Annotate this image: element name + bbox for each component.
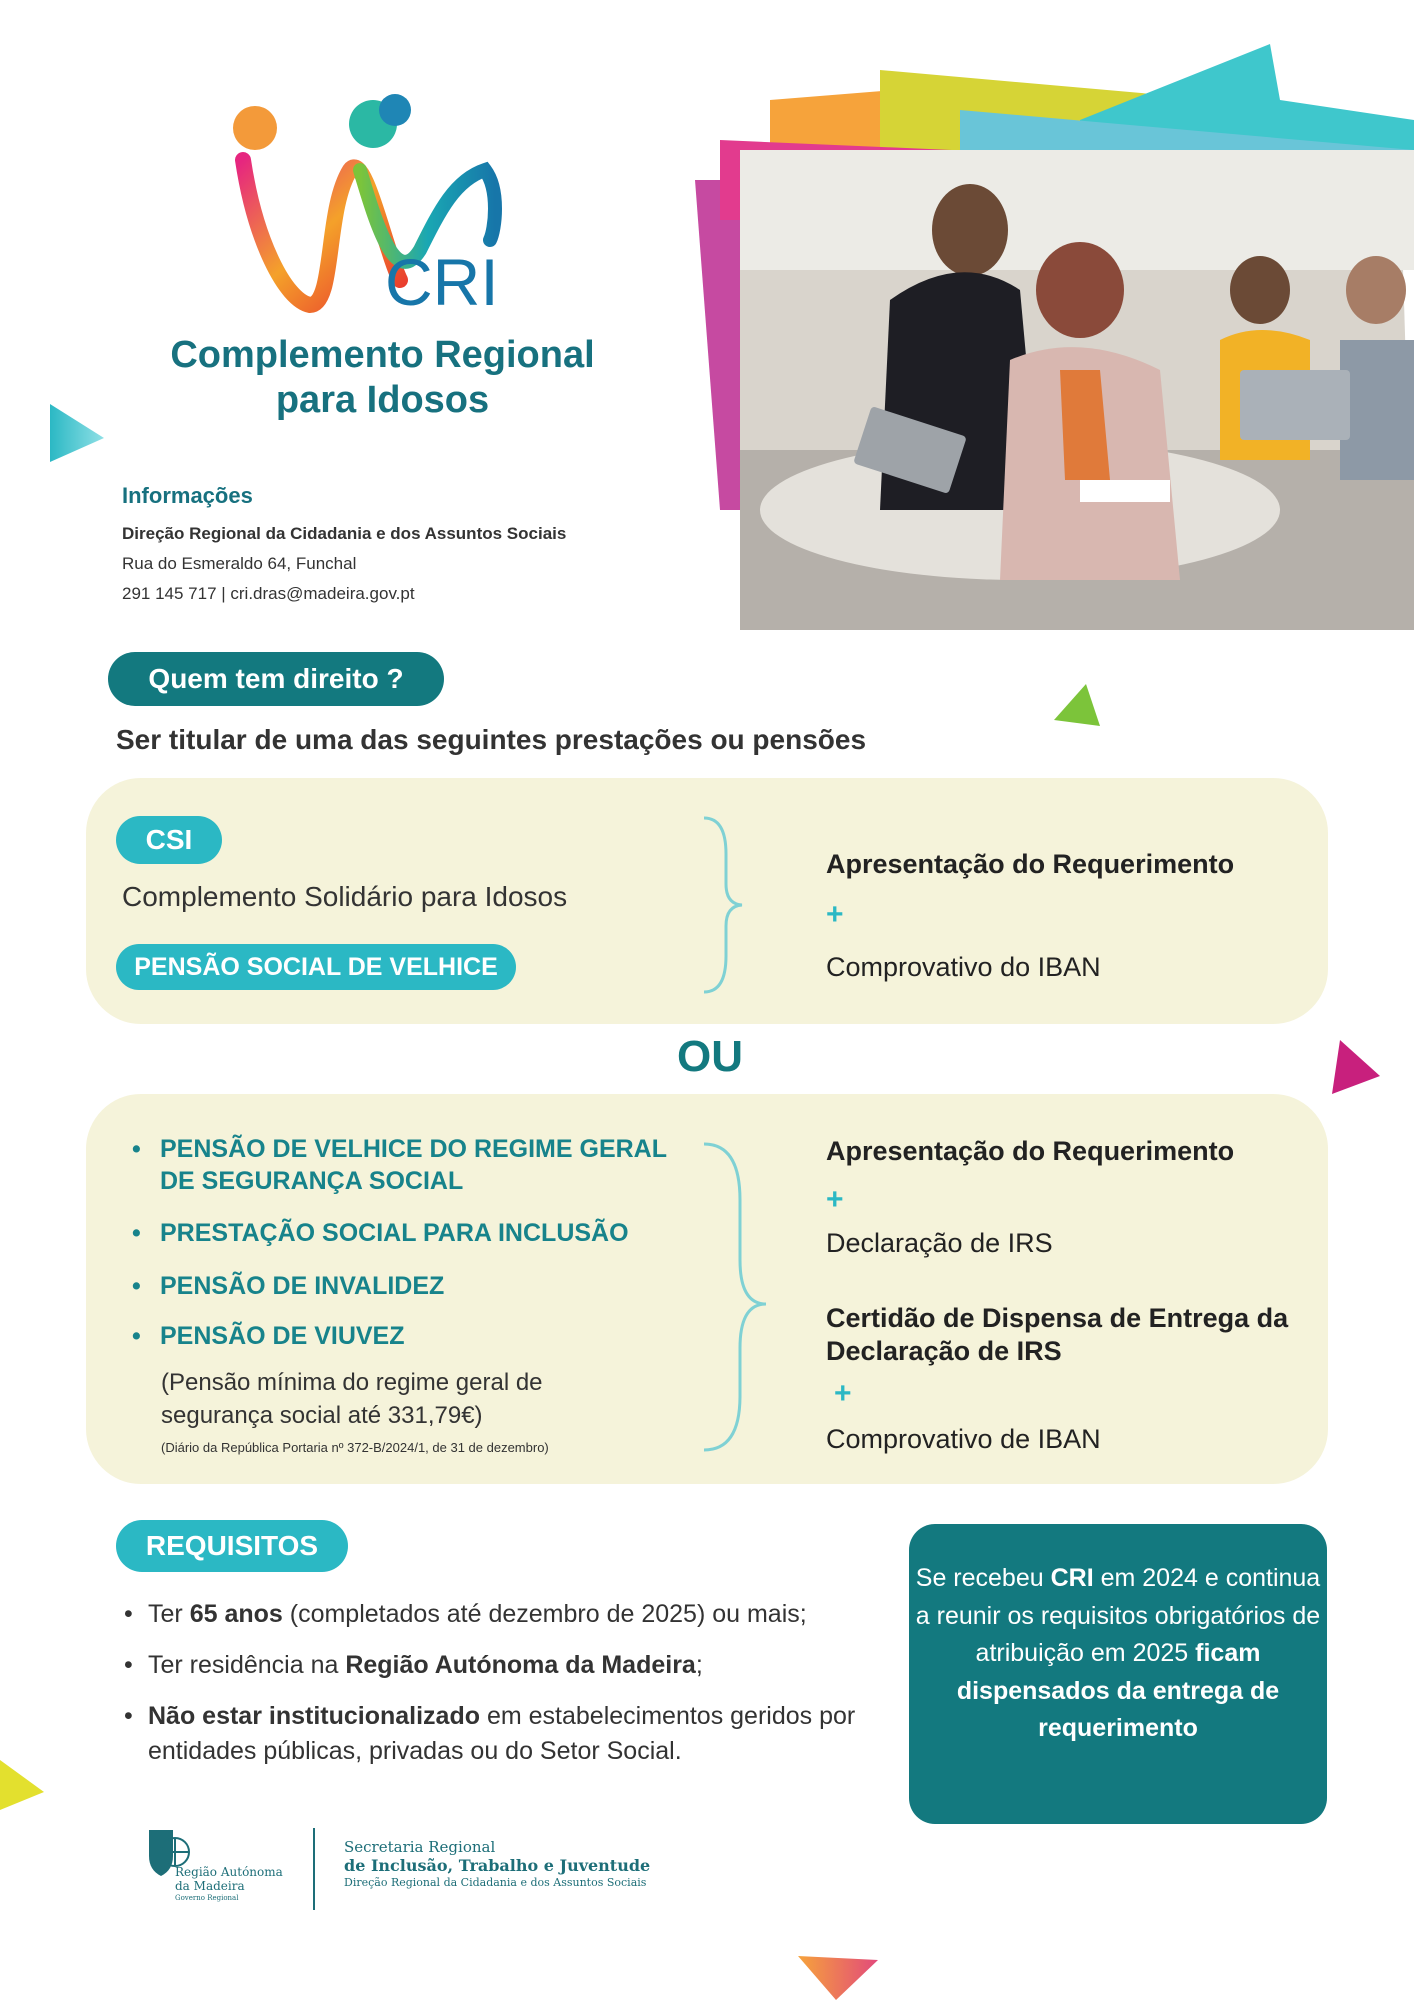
box2-certificate: Certidão de Dispensa de Entrega da Declaração de IRS bbox=[826, 1303, 1289, 1366]
box1-requirement-title: Apresentação do Requerimento bbox=[826, 849, 1235, 879]
decorative-triangle-magenta bbox=[1326, 1036, 1384, 1098]
info-heading: Informações bbox=[122, 483, 253, 508]
requirement-item: • Ter 65 anos (completados até dezembro de 2025) ou mais; bbox=[124, 1597, 807, 1632]
box2-requirement-title: Apresentação do Requerimento bbox=[826, 1136, 1235, 1166]
footer-direcao: Direção Regional da Cidadania e dos Assuntos Sociais bbox=[344, 1876, 647, 1889]
page-title bbox=[150, 333, 615, 423]
or-separator: OU bbox=[677, 1032, 743, 1081]
info-organization: Direção Regional da Cidadania e dos Assuntos Sociais bbox=[122, 524, 567, 543]
decorative-triangle-cyan bbox=[46, 400, 108, 466]
renewal-note-box: Se recebeu CRI em 2024 e continua a reunir os requisitos obrigatórios de atribuição em 2025 ficam dispensados da entrega de requerimento bbox=[909, 1524, 1327, 1824]
requisitos-pill: REQUISITOS bbox=[116, 1520, 348, 1572]
requirement-item: • Não estar institucionalizado em estabelecimentos geridos por entidades públicas, privadas ou do Setor Social. bbox=[124, 1699, 924, 1769]
logo-text: CRI bbox=[385, 245, 499, 319]
info-address: Rua do Esmeraldo 64, Funchal bbox=[122, 554, 357, 573]
decorative-triangle-yellow bbox=[0, 1754, 48, 1814]
csi-pill: CSI bbox=[116, 816, 222, 864]
madeira-coat-of-arms-logo bbox=[145, 1826, 305, 1912]
decorative-triangle-orange bbox=[796, 1952, 880, 2000]
box2-plus-2: + bbox=[834, 1377, 852, 1410]
title-line-1: Complemento Regional bbox=[170, 334, 595, 376]
footer-secretaria: Secretaria Regional bbox=[344, 1838, 496, 1856]
list-item: • PENSÃO DE INVALIDEZ bbox=[134, 1270, 444, 1302]
cri-logo bbox=[225, 90, 525, 320]
title-line-2: para Idosos bbox=[275, 379, 490, 421]
info-contact: 291 145 717 | cri.dras@madeira.gov.pt bbox=[122, 584, 415, 603]
box2-iban: Comprovativo de IBAN bbox=[826, 1424, 1101, 1454]
footer-secretaria-name: de Inclusão, Trabalho e Juventude bbox=[344, 1856, 651, 1875]
requirement-item: • Ter residência na Região Autónoma da Madeira; bbox=[124, 1648, 703, 1683]
list-item: • PENSÃO DE VIUVEZ bbox=[134, 1320, 405, 1352]
pension-note-small: (Diário da República Portaria nº 372-B/2024/1, de 31 de dezembro) bbox=[161, 1440, 549, 1455]
box1-plus: + bbox=[826, 898, 844, 931]
box2-irs: Declaração de IRS bbox=[826, 1228, 1053, 1258]
box1-iban: Comprovativo do IBAN bbox=[826, 952, 1101, 982]
csi-description: Complemento Solidário para Idosos bbox=[122, 881, 568, 912]
brace-1 bbox=[700, 814, 748, 996]
svg-text:da Madeira: da Madeira bbox=[175, 1879, 245, 1893]
psv-pill: PENSÃO SOCIAL DE VELHICE bbox=[116, 944, 516, 990]
pension-note: (Pensão mínima do regime geral de segurança social até 331,79€) bbox=[161, 1369, 543, 1429]
box2-plus-1: + bbox=[826, 1183, 844, 1216]
list-item: • PRESTAÇÃO SOCIAL PARA INCLUSÃO bbox=[134, 1217, 629, 1249]
svg-text:Região Autónoma: Região Autónoma bbox=[175, 1865, 283, 1879]
svg-text:Governo Regional: Governo Regional bbox=[175, 1894, 239, 1902]
who-pill: Quem tem direito ? bbox=[108, 652, 444, 706]
list-item: • PENSÃO DE VELHICE DO REGIME GERAL DE SEGURANÇA SOCIAL bbox=[134, 1133, 694, 1197]
footer-divider bbox=[313, 1828, 315, 1910]
who-subtitle: Ser titular de uma das seguintes prestações ou pensões bbox=[116, 724, 867, 755]
decorative-triangle-green bbox=[1050, 680, 1104, 730]
brace-2 bbox=[700, 1140, 772, 1454]
hero-photo bbox=[660, 40, 1414, 640]
